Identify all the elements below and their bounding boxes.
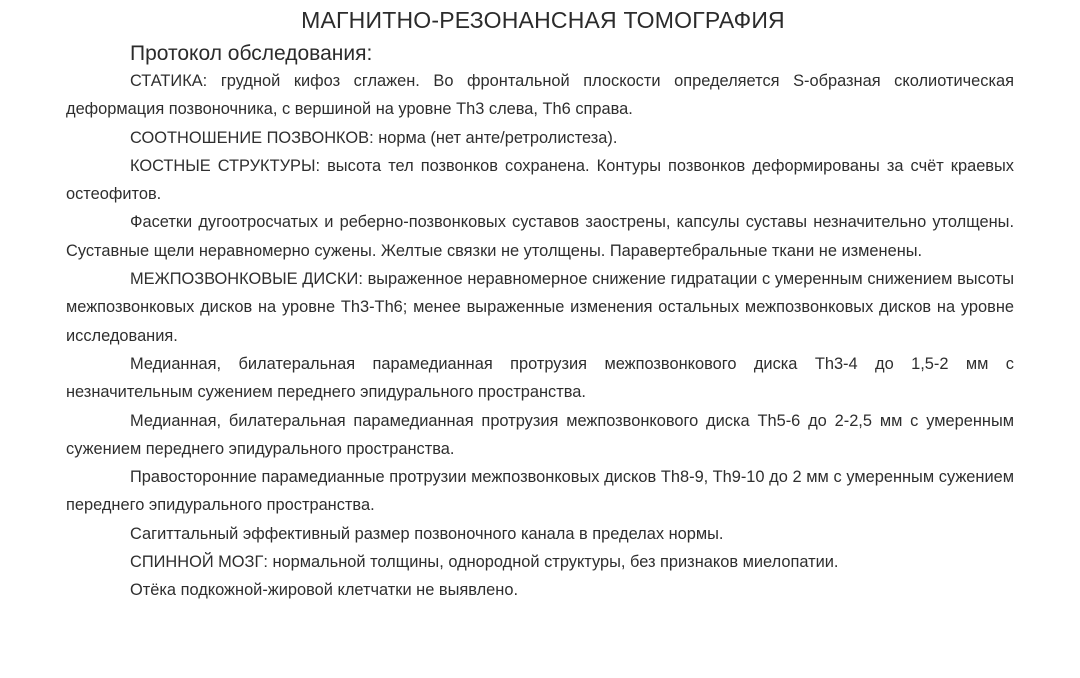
- paragraph-protrusion-th5-6: Медианная, билатеральная парамедианная протрузия межпозвонкового диска Th5-6 до 2-2,5 мм с умеренным сужением переднего эпидурального пространства.: [66, 411, 1014, 458]
- paragraph-statics: СТАТИКА: грудной кифоз сглажен. Во фронтальной плоскости определяется S-образная сколиотическая деформация позвоночника, с вершиной на уровне Th3 слева, Th6 справа.: [66, 72, 1014, 119]
- paragraph-spinal-cord: СПИННОЙ МОЗГ: нормальной толщины, однородной структуры, без признаков миелопатии.: [130, 553, 839, 572]
- paragraph-bone-structures: КОСТНЫЕ СТРУКТУРЫ: высота тел позвонков сохранена. Контуры позвонков деформированы за счёт краевых остеофитов.: [66, 156, 1014, 204]
- paragraph-edema: Отёка подкожной-жировой клетчатки не выявлено.: [130, 581, 518, 600]
- protocol-heading: Протокол обследования:: [130, 42, 373, 65]
- document-page: [66, 0, 1014, 605]
- paragraph-intervertebral-discs: МЕЖПОЗВОНКОВЫЕ ДИСКИ: выраженное неравномерное снижение гидратации с умеренным снижением высоты межпозвонковых дисков на уровне Th3-Th6; менее выраженные изменения остальных межпозвонковых дисков на уровне исследования.: [66, 270, 1014, 345]
- paragraph-facet-joints: Фасетки дугоотросчатых и реберно-позвонковых суставов заострены, капсулы суставы незначительно утолщены. Суставные щели неравномерно сужены. Желтые связки не утолщены. Паравертебральные ткани не изменены.: [66, 213, 1014, 260]
- paragraph-protrusion-th3-4: Медианная, билатеральная парамедианная протрузия межпозвонкового диска Th3-4 до 1,5-2 мм с незначительным сужением переднего эпидурального пространства.: [66, 354, 1014, 402]
- paragraph-vertebrae-relation: СООТНОШЕНИЕ ПОЗВОНКОВ: норма (нет анте/ретролистеза).: [130, 128, 618, 147]
- document-title: МАГНИТНО-РЕЗОНАНСНАЯ ТОМОГРАФИЯ: [301, 7, 785, 33]
- paragraph-protrusion-th8-10: Правосторонние парамедианные протрузии межпозвонковых дисков Th8-9, Th9-10 до 2 мм с умеренным сужением переднего эпидурального пространства.: [66, 468, 1014, 515]
- paragraph-spinal-canal: Сагиттальный эффективный размер позвоночного канала в пределах нормы.: [130, 524, 724, 543]
